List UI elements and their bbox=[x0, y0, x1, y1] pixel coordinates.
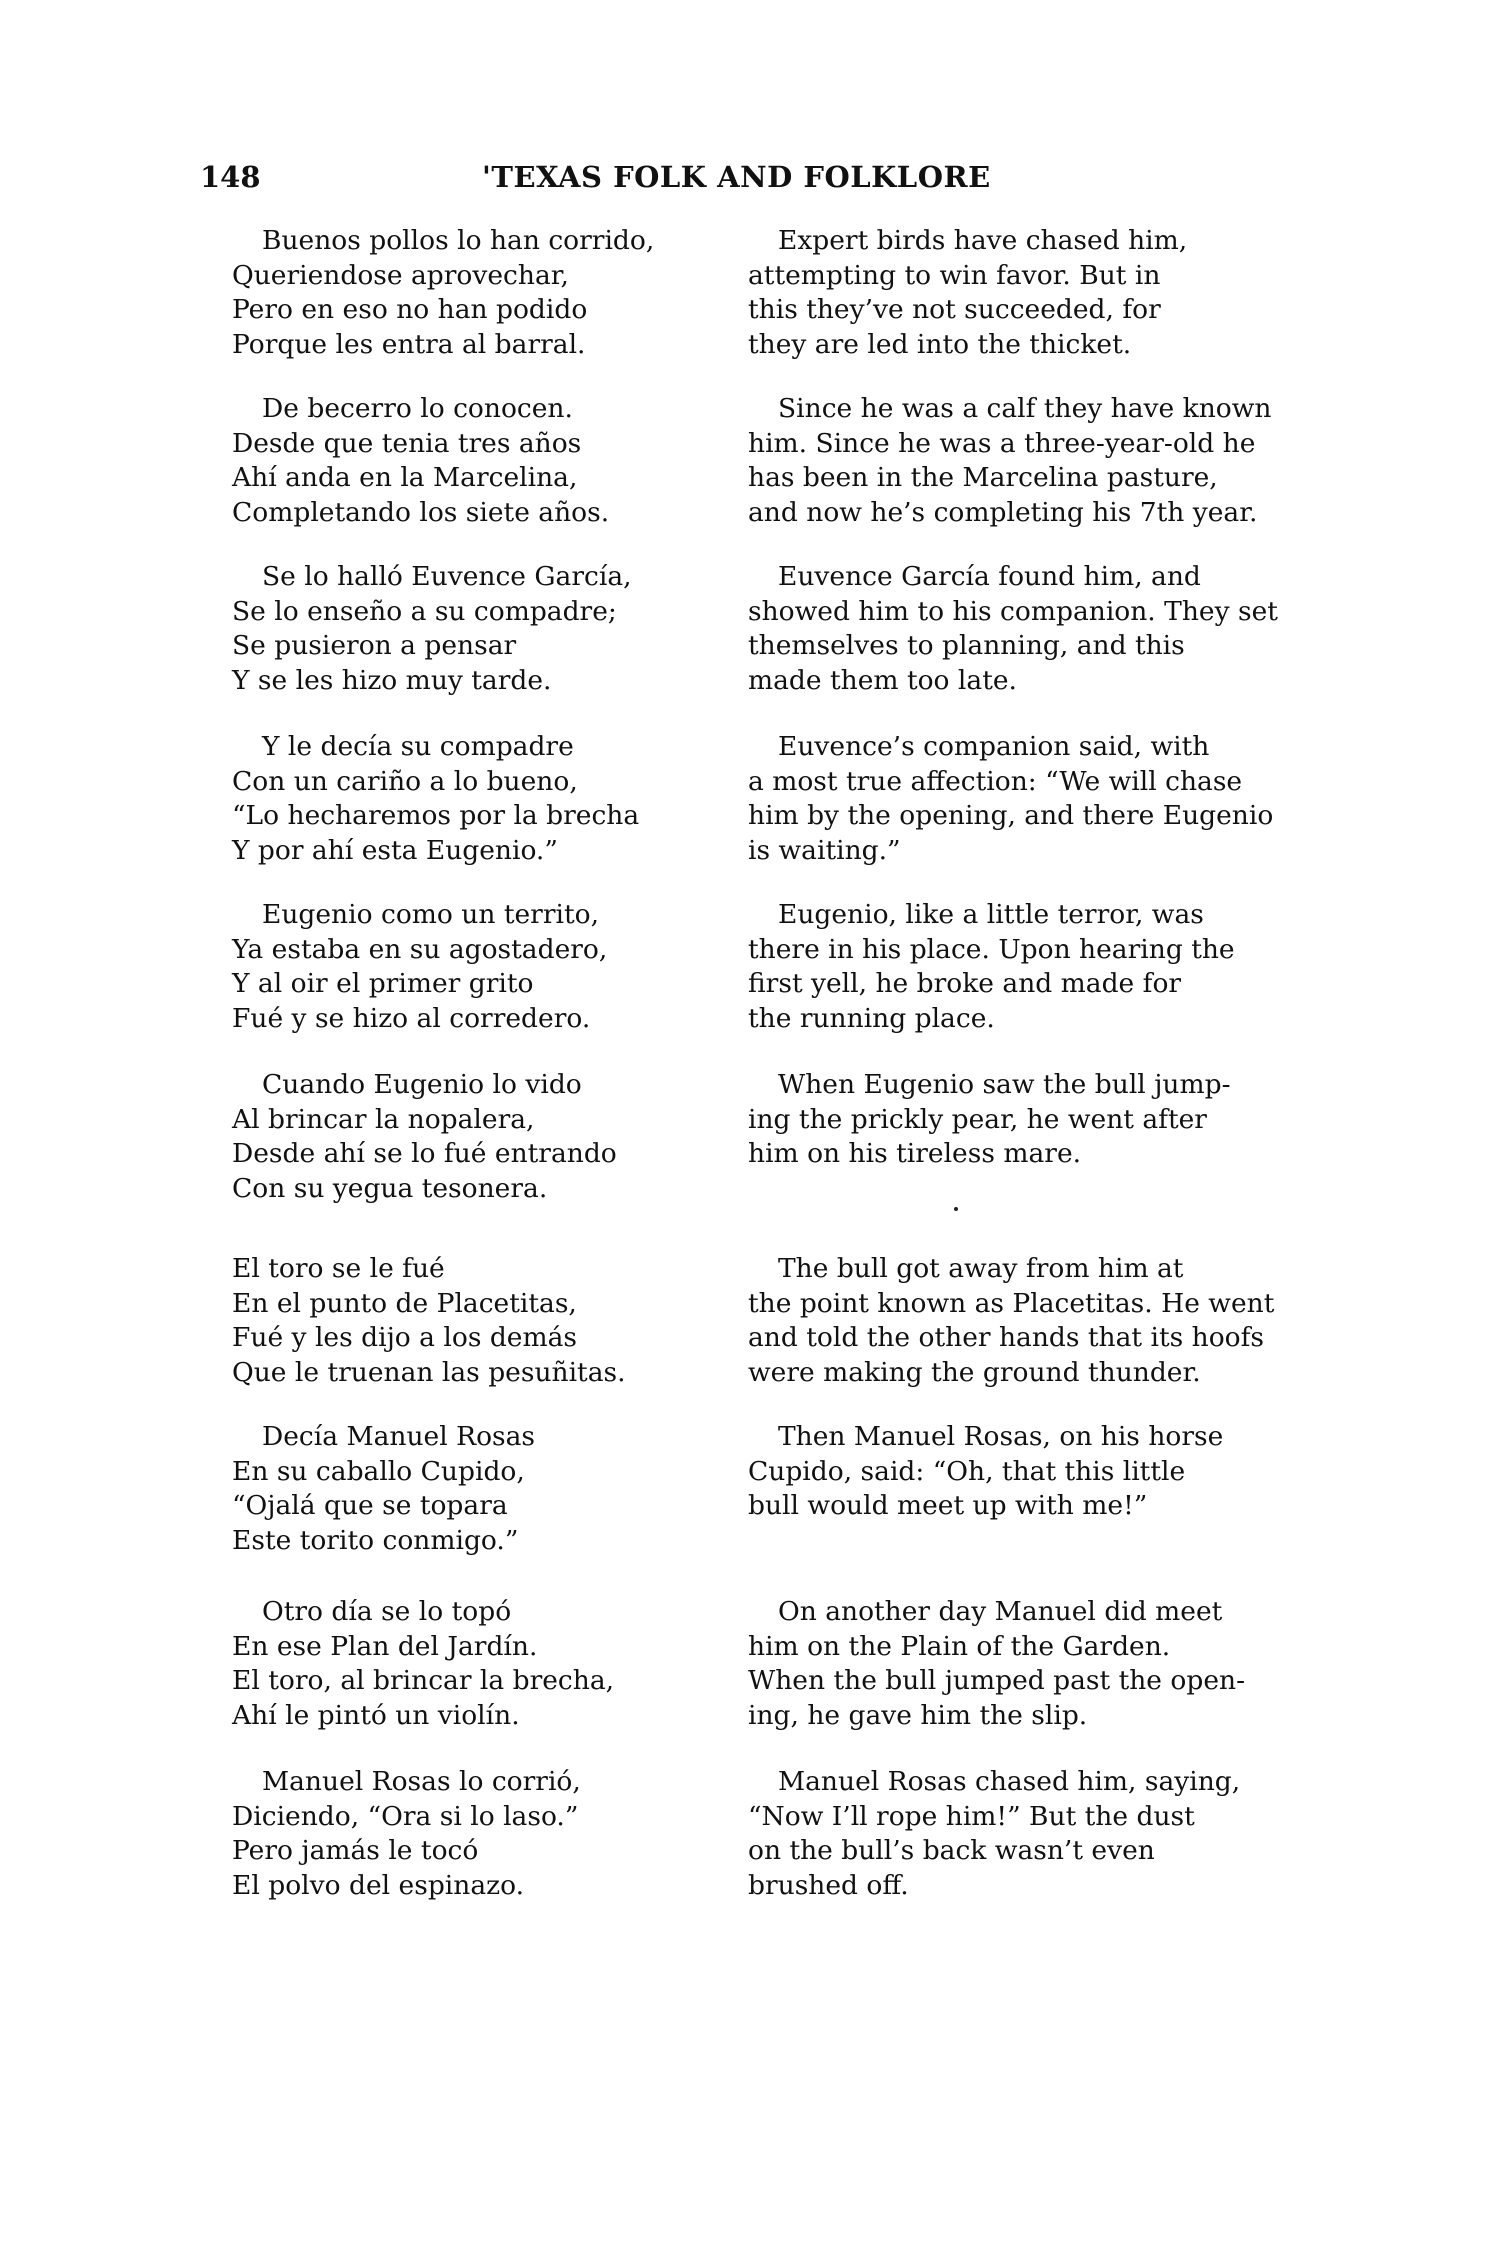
running-head bbox=[200, 160, 1300, 200]
spanish-verse-line: Que le truenan las pesuñitas. bbox=[232, 1356, 626, 1388]
spanish-verse-line: Queriendose aprovechar, bbox=[232, 259, 569, 291]
english-verse-line: Eugenio, like a little terror, was bbox=[778, 899, 1204, 930]
english-stanza-1 bbox=[748, 224, 1187, 362]
english-verse-line: Cupido, said: “Oh, that this little bbox=[748, 1455, 1186, 1487]
spanish-verse-line: En ese Plan del Jardín. bbox=[232, 1630, 538, 1662]
spanish-verse-line: Completando los siete años. bbox=[232, 496, 610, 528]
english-verse-line: On another day Manuel did meet bbox=[778, 1596, 1223, 1627]
spanish-verse-line: Se pusieron a pensar bbox=[232, 630, 517, 661]
spanish-stanza-10 bbox=[232, 1765, 581, 1903]
english-verse-line: Euvence’s companion said, with bbox=[778, 731, 1210, 762]
spanish-verse-line: Y se les hizo muy tarde. bbox=[232, 664, 552, 696]
english-verse-line: him. Since he was a three-year-old he bbox=[748, 427, 1256, 459]
english-verse-line: this they’ve not succeeded, for bbox=[748, 294, 1161, 325]
spanish-verse-line: Desde que tenia tres años bbox=[232, 427, 582, 459]
english-stanza-8 bbox=[748, 1420, 1223, 1524]
spanish-verse-line: “Lo hecharemos por la brecha bbox=[232, 800, 640, 831]
spanish-verse-line: Con un cariño a lo bueno, bbox=[232, 765, 578, 797]
spanish-verse-line: Fué y les dijo a los demás bbox=[232, 1322, 578, 1353]
spanish-verse-line: Porque les entra al barral. bbox=[232, 328, 586, 360]
english-stanza-7 bbox=[748, 1252, 1274, 1390]
english-verse-line: and now he’s completing his 7th year. bbox=[748, 496, 1258, 528]
english-verse-line: him on the Plain of the Garden. bbox=[748, 1630, 1171, 1662]
english-verse-line: themselves to planning, and this bbox=[748, 630, 1185, 661]
english-verse-line: When Eugenio saw the bull jump- bbox=[778, 1069, 1231, 1100]
english-verse-line: Manuel Rosas chased him, saying, bbox=[778, 1766, 1241, 1797]
english-verse-line: him on his tireless mare. bbox=[748, 1138, 1082, 1169]
spanish-verse-line: Se lo enseño a su compadre; bbox=[232, 595, 617, 627]
english-verse-line: attempting to win favor. But in bbox=[748, 259, 1161, 291]
english-verse-line: The bull got away from him at bbox=[778, 1253, 1184, 1284]
english-verse-line: “Now I’ll rope him!” But the dust bbox=[748, 1800, 1195, 1832]
spanish-verse-line: Otro día se lo topó bbox=[262, 1596, 512, 1627]
english-verse-line: the point known as Placetitas. He went bbox=[748, 1287, 1275, 1319]
english-verse-line: When the bull jumped past the open- bbox=[748, 1665, 1246, 1696]
spanish-verse-line: Con su yegua tesonera. bbox=[232, 1172, 548, 1204]
spanish-verse-line: Y le decía su compadre bbox=[262, 731, 574, 762]
spanish-stanza-5 bbox=[232, 898, 607, 1036]
spanish-verse-line: Desde ahí se lo fué entrando bbox=[232, 1138, 617, 1169]
spanish-verse-line: Fué y se hizo al corredero. bbox=[232, 1002, 591, 1034]
english-verse-line: and told the other hands that its hoofs bbox=[748, 1322, 1265, 1353]
page-number: 148 bbox=[200, 160, 261, 194]
english-stanza-3 bbox=[748, 560, 1278, 698]
spanish-verse-line: Eugenio como un territo, bbox=[262, 899, 600, 930]
spanish-verse-line: Y por ahí esta Eugenio.” bbox=[232, 834, 558, 866]
spanish-stanza-8 bbox=[232, 1420, 535, 1558]
english-verse-line: ing the prickly pear, he went after bbox=[748, 1103, 1207, 1135]
spanish-stanza-1 bbox=[232, 224, 654, 362]
spanish-verse-line: Decía Manuel Rosas bbox=[262, 1421, 536, 1452]
english-verse-line: first yell, he broke and made for bbox=[748, 968, 1182, 999]
english-verse-line: bull would meet up with me!” bbox=[748, 1490, 1148, 1521]
running-title: 'TEXAS FOLK AND FOLKLORE bbox=[482, 160, 991, 194]
english-verse-line: Expert birds have chased him, bbox=[778, 225, 1188, 256]
spanish-stanza-3 bbox=[232, 560, 632, 698]
spanish-verse-line: Diciendo, “Ora si lo laso.” bbox=[232, 1800, 579, 1832]
spanish-verse-line: En su caballo Cupido, bbox=[232, 1455, 525, 1487]
english-verse-line: showed him to his companion. They set bbox=[748, 595, 1278, 627]
english-verse-line: were making the ground thunder. bbox=[748, 1356, 1201, 1388]
spanish-stanza-2 bbox=[232, 392, 609, 530]
spanish-verse-line: “Ojalá que se topara bbox=[232, 1490, 508, 1521]
english-verse-line: on the bull’s back wasn’t even bbox=[748, 1835, 1155, 1866]
stray-print-mark bbox=[954, 1207, 958, 1211]
english-verse-line: the running place. bbox=[748, 1002, 995, 1034]
spanish-verse-line: Se lo halló Euvence García, bbox=[262, 561, 632, 592]
spanish-stanza-4 bbox=[232, 730, 639, 868]
spanish-verse-line: Ahí le pintó un violín. bbox=[232, 1699, 520, 1731]
spanish-verse-line: Pero jamás le tocó bbox=[232, 1835, 479, 1866]
spanish-verse-line: El polvo del espinazo. bbox=[232, 1869, 524, 1901]
english-stanza-9 bbox=[748, 1595, 1245, 1733]
english-stanza-2 bbox=[748, 392, 1271, 530]
spanish-verse-line: Buenos pollos lo han corrido, bbox=[262, 225, 655, 256]
spanish-verse-line: El toro se le fué bbox=[232, 1253, 445, 1284]
spanish-verse-line: Pero en eso no han podido bbox=[232, 294, 588, 325]
spanish-verse-line: Cuando Eugenio lo vido bbox=[262, 1069, 582, 1100]
spanish-verse-line: En el punto de Placetitas, bbox=[232, 1287, 577, 1319]
spanish-verse-line: Manuel Rosas lo corrió, bbox=[262, 1766, 581, 1797]
english-verse-line: him by the opening, and there Eugenio bbox=[748, 800, 1274, 831]
spanish-verse-line: El toro, al brincar la brecha, bbox=[232, 1665, 615, 1696]
english-verse-line: is waiting.” bbox=[748, 834, 901, 866]
english-verse-line: a most true affection: “We will chase bbox=[748, 765, 1243, 797]
english-verse-line: they are led into the thicket. bbox=[748, 328, 1132, 360]
spanish-verse-line: Ahí anda en la Marcelina, bbox=[232, 462, 578, 493]
english-verse-line: Then Manuel Rosas, on his horse bbox=[778, 1421, 1224, 1452]
english-verse-line: there in his place. Upon hearing the bbox=[748, 933, 1235, 965]
spanish-stanza-6 bbox=[232, 1068, 617, 1206]
spanish-verse-line: De becerro lo conocen. bbox=[262, 393, 573, 424]
spanish-verse-line: Al brincar la nopalera, bbox=[232, 1103, 535, 1135]
spanish-stanza-9 bbox=[232, 1595, 614, 1733]
english-verse-line: made them too late. bbox=[748, 664, 1017, 696]
english-verse-line: Euvence García found him, and bbox=[778, 561, 1201, 592]
english-verse-line: Since he was a calf they have known bbox=[778, 393, 1272, 424]
english-stanza-6 bbox=[748, 1068, 1231, 1172]
spanish-verse-line: Y al oir el primer grito bbox=[232, 968, 534, 999]
spanish-verse-line: Ya estaba en su agostadero, bbox=[232, 933, 608, 965]
english-verse-line: has been in the Marcelina pasture, bbox=[748, 462, 1218, 493]
english-stanza-4 bbox=[748, 730, 1273, 868]
english-verse-line: brushed off. bbox=[748, 1869, 909, 1901]
spanish-verse-line: Este torito conmigo.” bbox=[232, 1524, 519, 1556]
english-verse-line: ing, he gave him the slip. bbox=[748, 1699, 1088, 1731]
spanish-stanza-7 bbox=[232, 1252, 626, 1390]
english-stanza-5 bbox=[748, 898, 1235, 1036]
english-stanza-10 bbox=[748, 1765, 1240, 1903]
